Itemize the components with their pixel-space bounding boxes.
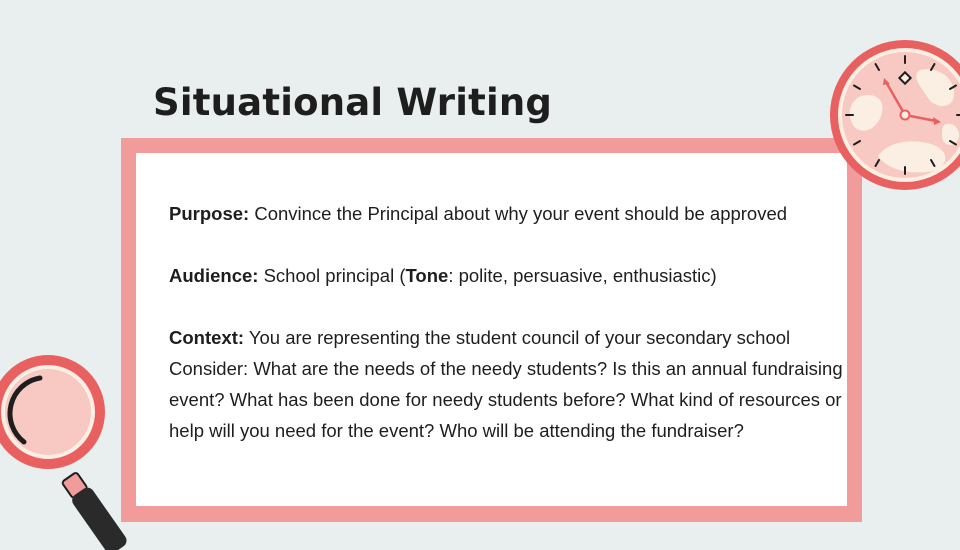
audience-text: School principal ( xyxy=(258,265,406,286)
consider-text: Consider: What are the needs of the needy students? Is this an annual fundraising event? What has been done for needy students before? What kind of resources or help will you need for the event? Who will be attending the fundraiser? xyxy=(169,358,843,441)
purpose-line xyxy=(169,198,859,229)
context-line xyxy=(169,322,859,353)
spacer xyxy=(169,291,859,322)
content-card xyxy=(136,153,847,506)
spacer xyxy=(169,229,859,260)
context-text: You are representing the student council of your secondary school xyxy=(244,327,791,348)
tone-label: Tone xyxy=(405,265,449,286)
purpose-label: Purpose: xyxy=(169,203,250,224)
slide-title: Situational Writing xyxy=(153,81,553,124)
purpose-text: Convince the Principal about why your event should be approved xyxy=(249,203,788,224)
magnifying-glass-icon xyxy=(0,350,130,550)
tone-text: : polite, persuasive, enthusiastic) xyxy=(448,265,717,286)
content-text xyxy=(169,198,859,446)
audience-label: Audience: xyxy=(169,265,259,286)
audience-line xyxy=(169,260,859,291)
content-card-frame xyxy=(121,138,862,522)
context-label: Context: xyxy=(169,327,245,348)
clock-icon xyxy=(828,38,960,192)
